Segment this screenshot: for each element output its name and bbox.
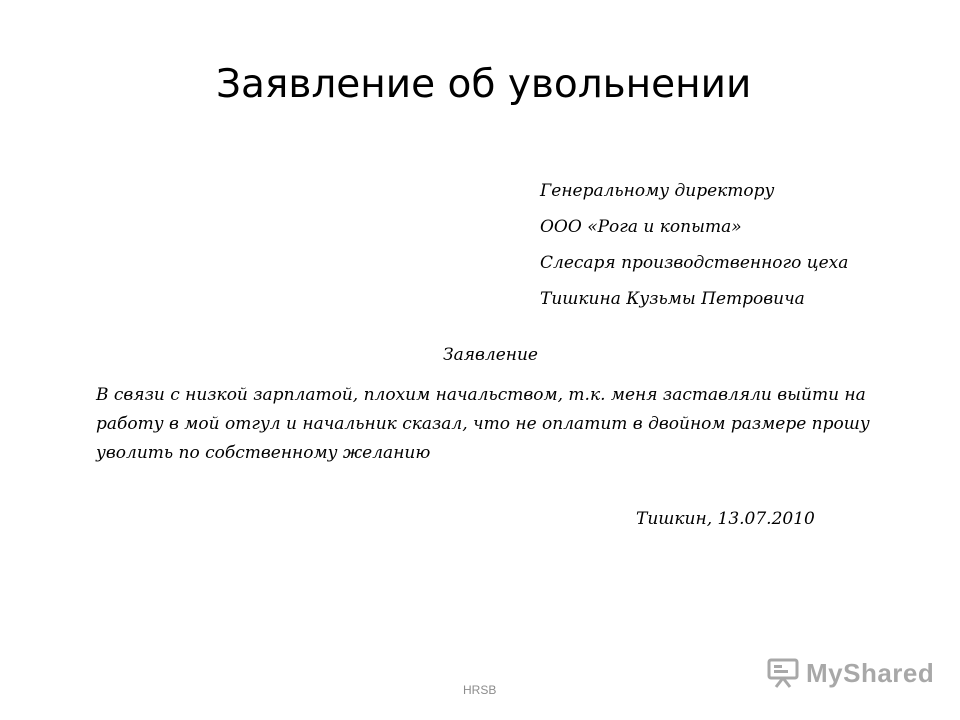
body-line: уволить по собственному желанию — [96, 443, 431, 463]
slide-title: Заявление об увольнении — [216, 62, 752, 107]
addressee-block — [540, 173, 940, 317]
addressee-line: Тишкина Кузьмы Петровича — [540, 289, 805, 309]
body-line: работу в мой отгул и начальник сказал, что не оплатит в двойном размере прошу — [96, 414, 870, 434]
addressee-line: ООО «Рога и копыта» — [540, 217, 742, 237]
presentation-board-icon — [766, 658, 800, 688]
document-heading: Заявление — [443, 345, 538, 365]
watermark-logo — [766, 656, 934, 690]
signature: Тишкин, 13.07.2010 — [636, 509, 815, 529]
watermark-text: MyShared — [806, 657, 935, 688]
letter-body — [96, 381, 870, 468]
addressee-line: Слесаря производственного цеха — [540, 253, 849, 273]
addressee-line: Генеральному директору — [540, 181, 775, 201]
footer-text: HRSB — [463, 683, 497, 697]
body-line: В связи с низкой зарплатой, плохим начальством, т.к. меня заставляли выйти на — [96, 385, 866, 405]
